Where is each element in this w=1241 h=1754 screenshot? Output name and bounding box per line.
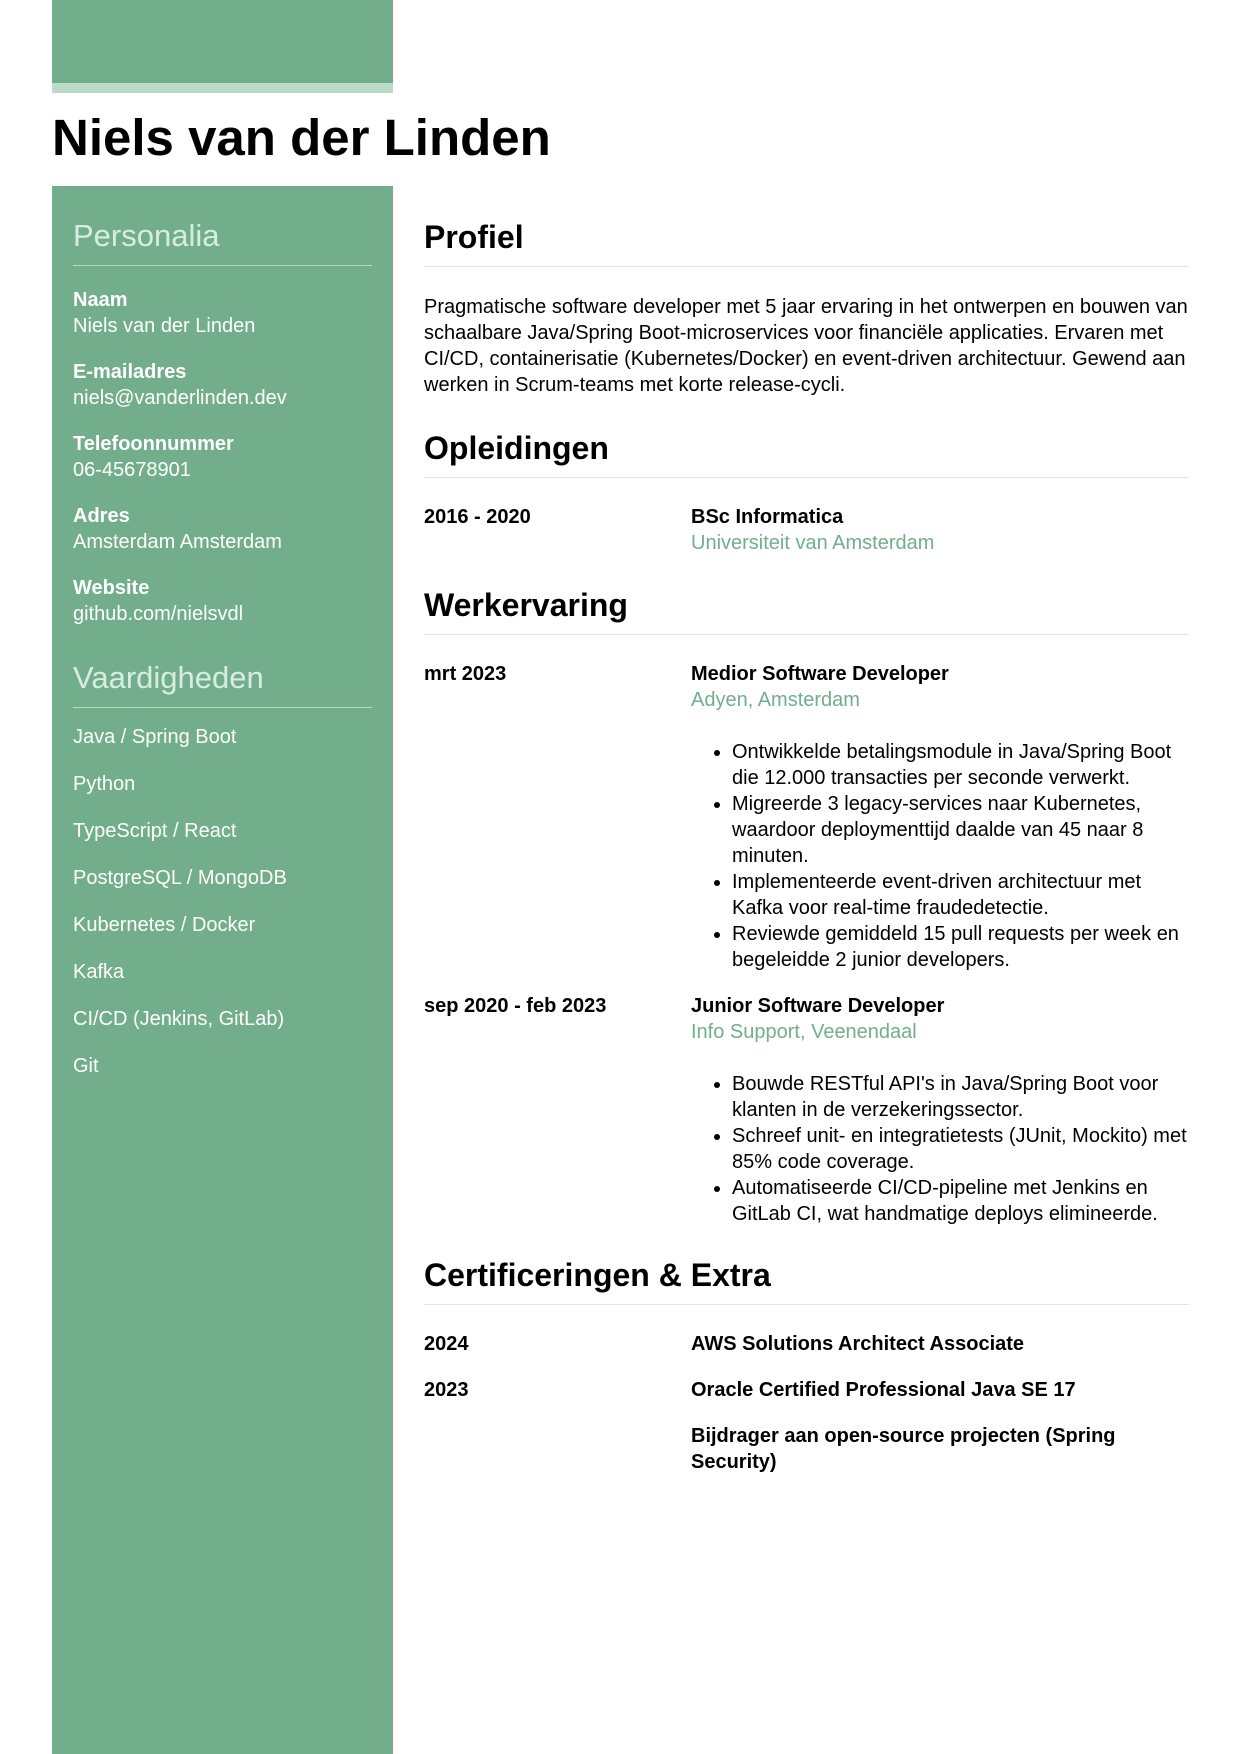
entry-title: BSc Informatica [691,506,844,528]
personalia-list [73,287,372,628]
skill-item: Kafka [73,961,125,983]
personalia-value: Niels van der Linden [73,315,256,337]
entry-title: AWS Solutions Architect Associate [691,1333,1025,1355]
experience-title: Werkervaring [424,585,1189,635]
skill-item: PostgreSQL / MongoDB [73,867,287,889]
skill-item: CI/CD (Jenkins, GitLab) [73,1008,285,1030]
entry-title: Bijdrager aan open-source projecten (Spring Security) [691,1425,1116,1473]
achievement-list [691,739,1189,973]
personalia-heading: Personalia [73,217,372,266]
certification-entry [424,1423,1189,1475]
achievement-item: • Ontwikkelde betalingsmodule in Java/Spring Boot die 12.000 transacties per seconde verwerkt. [732,739,1189,791]
profile-title: Profiel [424,217,1189,267]
entry-date: sep 2020 - feb 2023 [424,995,607,1017]
certifications-title: Certificeringen & Extra [424,1255,1189,1305]
entry-date: 2016 - 2020 [424,506,531,528]
experience-section [424,585,1189,1227]
personalia-value: Amsterdam Amsterdam [73,531,282,553]
personalia-item-telefoon [73,431,372,484]
personalia-item-naam [73,287,372,340]
profile-text: Pragmatische software developer met 5 jaar ervaring in het ontwerpen en bouwen van schaalbare Java/Spring Boot-microservices voor financiële applicaties. Ervaren met CI/CD, containerisatie (Kubernetes/Docker) en event-driven architectuur. Gewend aan werken in Scrum-teams met korte release-cycli. [424,296,1188,396]
entry-institution: Universiteit van Amsterdam [691,532,935,554]
experience-entry [424,993,1189,1227]
personalia-value: 06-45678901 [73,459,191,481]
personalia-label: Adres [73,505,130,527]
personalia-label: Naam [73,289,128,311]
skill-item: Kubernetes / Docker [73,914,256,936]
personalia-value: niels@vanderlinden.dev [73,387,287,409]
achievement-item: • Reviewde gemiddeld 15 pull requests per week en begeleidde 2 junior developers. [732,921,1189,973]
entry-title: Oracle Certified Professional Java SE 17 [691,1379,1076,1401]
personalia-item-website [73,575,372,628]
skills-heading: Vaardigheden [73,659,372,708]
skill-item: Python [73,773,136,795]
skill-item: TypeScript / React [73,820,237,842]
header-color-block [52,0,393,83]
personalia-label: Website [73,577,150,599]
certification-entry [424,1377,1189,1403]
education-section [424,428,1189,557]
certifications-section [424,1255,1189,1475]
main-content [424,186,1189,1495]
header-accent-stripe [52,83,393,93]
achievement-list [691,1071,1189,1227]
education-title: Opleidingen [424,428,1189,478]
skill-item: Git [73,1055,99,1077]
achievement-item: • Automatiseerde CI/CD-pipeline met Jenkins en GitLab CI, wat handmatige deploys elimineerde. [732,1175,1189,1227]
achievement-item: • Migreerde 3 legacy-services naar Kubernetes, waardoor deploymenttijd daalde van 45 naar 8 minuten. [732,791,1189,869]
entry-date: 2024 [424,1333,469,1355]
profile-section [424,217,1189,398]
entry-date [424,1423,691,1475]
entry-employer: Info Support, Veenendaal [691,1021,917,1043]
experience-entry [424,661,1189,973]
education-entry [424,504,1189,557]
candidate-name: Niels van der Linden [52,109,551,166]
achievement-item: • Bouwde RESTful API's in Java/Spring Boot voor klanten in de verzekeringssector. [732,1071,1189,1123]
achievement-item: • Implementeerde event-driven architectuur met Kafka voor real-time fraudedetectie. [732,869,1189,921]
skill-item: Java / Spring Boot [73,726,237,748]
personalia-label: E-mailadres [73,361,187,383]
personalia-item-adres [73,503,372,556]
personalia-label: Telefoonnummer [73,433,234,455]
sidebar [52,186,393,1754]
entry-date: 2023 [424,1379,469,1401]
entry-date: mrt 2023 [424,663,507,685]
entry-employer: Adyen, Amsterdam [691,689,860,711]
achievement-item: • Schreef unit- en integratietests (JUnit, Mockito) met 85% code coverage. [732,1123,1189,1175]
entry-title: Junior Software Developer [691,995,945,1017]
personalia-item-email [73,359,372,412]
skills-list [73,724,372,1079]
certification-entry [424,1331,1189,1357]
entry-title: Medior Software Developer [691,663,949,685]
personalia-value: github.com/nielsvdl [73,603,244,625]
